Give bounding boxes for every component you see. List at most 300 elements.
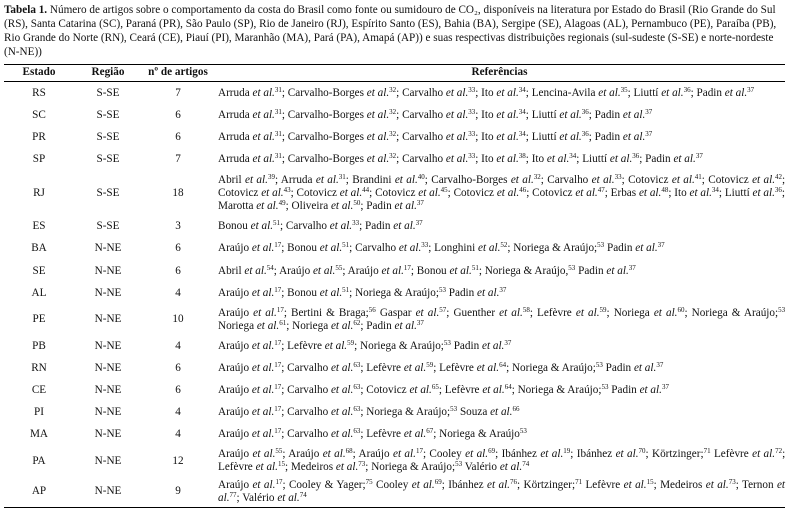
reference-author: Arruda xyxy=(218,86,250,99)
cell-referencias xyxy=(214,379,785,401)
reference-number: 54 xyxy=(266,263,274,272)
et-al: et al. xyxy=(411,478,435,491)
reference-number: 53 xyxy=(597,241,605,250)
et-al: et al. xyxy=(705,478,729,491)
reference-number: 53 xyxy=(595,360,603,369)
reference-author: Carvalho xyxy=(287,383,329,396)
reference-author: Cooley & Yager; xyxy=(288,478,366,491)
reference-number: 64 xyxy=(504,382,512,391)
reference-item xyxy=(537,307,610,319)
reference-author: Padin xyxy=(453,339,480,352)
reference-author: Cotovicz xyxy=(453,186,494,199)
reference-separator: ; xyxy=(588,130,592,143)
reference-separator: ; xyxy=(782,173,786,186)
et-al: et al. xyxy=(622,108,646,121)
reference-separator: ; xyxy=(281,406,285,419)
reference-item xyxy=(402,153,478,165)
reference-number: 31 xyxy=(274,152,282,161)
cell-n-artigos: 7 xyxy=(175,153,181,166)
reference-author: Carvalho-Borges xyxy=(287,86,364,99)
reference-number: 34 xyxy=(518,107,526,116)
et-al: et al. xyxy=(496,186,520,199)
reference-author: Noriega & Araújo; xyxy=(360,339,444,352)
reference-number: 43 xyxy=(283,185,291,194)
reference-author: Padin xyxy=(578,264,604,277)
table-header-row xyxy=(4,65,785,82)
reference-item xyxy=(582,153,642,165)
table-body xyxy=(4,82,785,508)
reference-item xyxy=(431,174,544,186)
cell-referencias xyxy=(214,476,785,507)
reference-item xyxy=(371,461,462,473)
reference-number: 33 xyxy=(468,152,476,161)
et-al: et al. xyxy=(477,286,500,299)
reference-separator: ; xyxy=(283,306,287,319)
cell-regiao: S-SE xyxy=(96,130,120,143)
et-al: et al. xyxy=(575,306,600,319)
reference-number: 33 xyxy=(352,219,360,228)
table-row xyxy=(4,260,785,282)
reference-separator: ; xyxy=(516,478,521,491)
et-al: et al. xyxy=(415,306,440,319)
reference-item xyxy=(439,362,509,374)
reference-separator: ; xyxy=(604,186,608,199)
table-row xyxy=(4,171,785,216)
reference-separator: ; xyxy=(281,286,285,299)
et-al: et al. xyxy=(366,86,390,99)
reference-item xyxy=(366,428,436,440)
reference-item xyxy=(454,340,512,352)
et-al: et al. xyxy=(609,153,633,166)
reference-item xyxy=(614,307,688,319)
reference-item xyxy=(714,448,785,460)
reference-number: 31 xyxy=(338,172,346,181)
reference-number: 53 xyxy=(450,405,458,414)
cell-regiao: S-SE xyxy=(96,86,120,99)
reference-author: Bonou xyxy=(287,242,317,255)
reference-separator: ; xyxy=(526,186,530,199)
et-al: et al. xyxy=(252,448,276,461)
table-row xyxy=(4,216,785,238)
reference-number: 39 xyxy=(267,172,275,181)
reference-item xyxy=(288,448,356,460)
reference-separator: ; xyxy=(410,264,414,277)
reference-item xyxy=(359,448,427,460)
reference-author: Cotovicz xyxy=(296,186,337,199)
reference-item xyxy=(434,242,510,254)
reference-number: 37 xyxy=(661,382,669,391)
et-al: et al. xyxy=(251,339,275,352)
et-al: et al. xyxy=(319,242,343,255)
et-al: et al. xyxy=(330,406,354,419)
reference-separator: ; xyxy=(525,130,529,143)
et-al: et al. xyxy=(330,361,354,374)
reference-number: 73 xyxy=(358,460,366,469)
reference-author: Marotta xyxy=(218,199,254,212)
reference-item xyxy=(366,384,442,396)
reference-separator: ; xyxy=(525,86,529,99)
et-al: et al. xyxy=(366,108,390,121)
reference-item xyxy=(287,362,363,374)
reference-item xyxy=(628,174,705,186)
reference-item xyxy=(218,428,284,440)
reference-item xyxy=(532,187,608,199)
reference-number: 53 xyxy=(443,338,451,347)
reference-author: Padin xyxy=(365,220,391,233)
reference-number: 37 xyxy=(657,241,665,250)
reference-item xyxy=(454,187,530,199)
reference-number: 53 xyxy=(601,382,609,391)
reference-author: Bonou xyxy=(287,286,317,299)
reference-separator: ; xyxy=(365,461,369,474)
reference-separator: ; xyxy=(422,448,427,461)
et-al: et al. xyxy=(319,286,343,299)
reference-separator: ; xyxy=(639,153,643,166)
reference-number: 51 xyxy=(342,241,350,250)
reference-number: 63 xyxy=(353,382,361,391)
et-al: et al. xyxy=(445,86,469,99)
reference-item xyxy=(279,265,345,277)
et-al: et al. xyxy=(322,448,346,461)
header-estado: Estado xyxy=(4,65,74,82)
reference-number: 57 xyxy=(439,305,447,314)
cell-estado: BA xyxy=(31,242,47,255)
reference-number: 73 xyxy=(728,477,736,486)
reference-number: 46 xyxy=(519,185,527,194)
cell-n-artigos: 4 xyxy=(175,406,181,419)
reference-author: Oliveira xyxy=(291,199,329,212)
cell-estado: PI xyxy=(34,406,44,419)
cell-estado: PR xyxy=(32,130,46,143)
cell-estado: RN xyxy=(31,361,47,374)
reference-item xyxy=(465,461,529,473)
reference-number: 17 xyxy=(274,382,282,391)
reference-author: Arruda xyxy=(280,173,313,186)
reference-separator: ; xyxy=(570,448,574,461)
reference-number: 17 xyxy=(415,447,423,456)
reference-item xyxy=(291,461,369,473)
reference-author: Padin xyxy=(696,86,722,99)
et-al: et al. xyxy=(653,306,678,319)
reference-item xyxy=(417,265,482,277)
reference-number: 19 xyxy=(563,447,571,456)
reference-number: 17 xyxy=(276,305,284,314)
reference-author: Lefèvre xyxy=(439,361,474,374)
reference-number: 61 xyxy=(279,318,287,327)
reference-separator: ; xyxy=(475,153,479,166)
reference-number: 56 xyxy=(368,305,376,314)
et-al: et al. xyxy=(252,86,275,99)
reference-item xyxy=(439,428,527,440)
cell-regiao: N-NE xyxy=(74,476,142,507)
reference-number: 33 xyxy=(468,107,476,116)
reference-number: 37 xyxy=(645,129,653,138)
et-al: et al. xyxy=(445,153,469,166)
et-al: et al. xyxy=(330,383,354,396)
reference-separator: ; xyxy=(352,448,356,461)
reference-separator: ; xyxy=(360,406,364,419)
reference-separator: ; xyxy=(621,173,625,186)
et-al: et al. xyxy=(394,199,417,212)
reference-separator: ; xyxy=(281,108,285,121)
cell-estado: PA xyxy=(32,454,46,467)
reference-item xyxy=(606,362,664,374)
reference-author: Lefèvre xyxy=(537,306,572,319)
table-row xyxy=(4,424,785,446)
reference-author: Carvalho xyxy=(287,406,329,419)
reference-number: 36 xyxy=(683,85,691,94)
reference-item xyxy=(532,153,580,165)
cell-estado: AP xyxy=(4,476,74,507)
cell-estado: PB xyxy=(32,339,46,352)
reference-separator: ; xyxy=(360,319,364,332)
cell-referencias xyxy=(214,149,785,171)
cell-n-artigos: 18 xyxy=(172,186,184,199)
et-al: et al. xyxy=(393,220,416,233)
et-al: et al. xyxy=(490,406,513,419)
cell-referencias xyxy=(214,126,785,148)
reference-author: Körtzinger; xyxy=(652,448,704,461)
cell-n-artigos: 6 xyxy=(175,242,181,255)
reference-item xyxy=(218,187,294,199)
cell-referencias xyxy=(214,282,785,304)
reference-item xyxy=(218,448,286,460)
cell-referencias xyxy=(214,238,785,260)
reference-author: Araújo xyxy=(218,428,250,441)
reference-separator: ; xyxy=(349,242,353,255)
reference-author: Cotovicz xyxy=(375,186,416,199)
reference-author: Ito xyxy=(481,153,494,166)
reference-number: 36 xyxy=(581,107,589,116)
reference-separator: ; xyxy=(645,448,649,461)
cell-referencias xyxy=(214,424,785,446)
cell-estado: CE xyxy=(31,383,47,396)
reference-author: Araújo xyxy=(218,361,250,374)
reference-item xyxy=(595,131,653,143)
reference-separator: ; xyxy=(281,361,285,374)
reference-item xyxy=(218,461,288,473)
reference-item xyxy=(481,87,529,99)
cell-n-artigos: 6 xyxy=(175,264,181,277)
reference-number: 17 xyxy=(274,405,282,414)
reference-item xyxy=(532,87,631,99)
cell-estado: PE xyxy=(32,313,46,326)
et-al: et al. xyxy=(478,242,501,255)
reference-item xyxy=(288,131,400,143)
reference-number: 33 xyxy=(421,241,429,250)
reference-author: Cotovicz xyxy=(628,173,669,186)
reference-number: 62 xyxy=(353,318,361,327)
et-al: et al. xyxy=(398,242,422,255)
reference-author: Araújo xyxy=(218,478,250,491)
reference-number: 51 xyxy=(342,285,350,294)
cell-regiao: N-NE xyxy=(94,339,122,352)
reference-separator: ; xyxy=(475,108,479,121)
cell-referencias xyxy=(214,82,785,105)
reference-item xyxy=(402,131,478,143)
cell-estado: SP xyxy=(32,153,46,166)
et-al: et al. xyxy=(403,428,427,441)
et-al: et al. xyxy=(256,199,279,212)
reference-item xyxy=(218,384,284,396)
reference-number: 34 xyxy=(569,152,577,161)
cell-n-artigos: 3 xyxy=(175,220,181,233)
cell-regiao: S-SE xyxy=(96,186,120,199)
et-al: et al. xyxy=(324,339,348,352)
reference-author: Araújo xyxy=(218,242,250,255)
reference-author: Padin xyxy=(611,383,637,396)
reference-item xyxy=(218,109,285,121)
cell-referencias xyxy=(214,446,785,477)
table-caption xyxy=(4,3,783,59)
reference-author: Carvalho xyxy=(402,153,444,166)
reference-separator: ; xyxy=(281,428,285,441)
et-al: et al. xyxy=(335,461,359,474)
et-al: et al. xyxy=(366,130,390,143)
reference-item xyxy=(288,109,400,121)
reference-author: Carvalho-Borges xyxy=(287,130,364,143)
reference-item xyxy=(523,479,582,491)
et-al: et al. xyxy=(635,242,658,255)
reference-author: Bertini & Braga; xyxy=(291,306,369,319)
reference-number: 59 xyxy=(599,305,607,314)
reference-item xyxy=(287,406,363,418)
et-al: et al. xyxy=(252,108,275,121)
et-al: et al. xyxy=(559,108,582,121)
reference-number: 52 xyxy=(500,241,508,250)
reference-separator: ; xyxy=(507,242,511,255)
reference-separator: ; xyxy=(690,86,694,99)
et-al: et al. xyxy=(559,130,582,143)
reference-number: 65 xyxy=(431,382,439,391)
et-al: et al. xyxy=(252,153,275,166)
et-al: et al. xyxy=(252,478,276,491)
table-label: Tabela 1. xyxy=(4,4,48,16)
reference-number: 71 xyxy=(703,447,711,456)
reference-separator: ; xyxy=(396,86,400,99)
cell-referencias xyxy=(214,335,785,357)
reference-number: 37 xyxy=(499,285,507,294)
reference-separator: ; xyxy=(285,199,289,212)
reference-separator: ; xyxy=(576,153,580,166)
reference-separator: ; xyxy=(281,339,285,352)
reference-number: 15 xyxy=(646,477,654,486)
reference-item xyxy=(485,265,576,277)
reference-number: 63 xyxy=(353,427,361,436)
cell-regiao: N-NE xyxy=(94,406,122,419)
cell-estado: ES xyxy=(32,220,46,233)
reference-number: 70 xyxy=(638,447,646,456)
reference-number: 31 xyxy=(274,85,282,94)
et-al: et al. xyxy=(218,478,786,504)
reference-separator: ; xyxy=(359,220,363,233)
cell-estado: AL xyxy=(31,286,47,299)
table-row xyxy=(4,402,785,424)
reference-item xyxy=(481,153,529,165)
table-row xyxy=(4,357,785,379)
table-row xyxy=(4,335,785,357)
reference-author: Carvalho xyxy=(547,173,589,186)
reference-number: 15 xyxy=(277,460,285,469)
reference-item xyxy=(502,448,574,460)
reference-item xyxy=(218,87,285,99)
reference-number: 34 xyxy=(711,185,719,194)
reference-item xyxy=(218,153,285,165)
reference-separator: ; xyxy=(342,264,346,277)
reference-author: Guenther xyxy=(453,306,496,319)
reference-item xyxy=(365,220,423,232)
reference-number: 40 xyxy=(417,172,425,181)
reference-item xyxy=(697,87,755,99)
reference-separator: ; xyxy=(701,173,705,186)
cell-referencias xyxy=(214,104,785,126)
reference-author: Noriega & Araújo; xyxy=(511,361,596,374)
reference-number: 37 xyxy=(416,318,424,327)
table-row xyxy=(4,305,785,336)
reference-separator: ; xyxy=(360,361,364,374)
reference-author: Padin xyxy=(448,286,475,299)
reference-separator: ; xyxy=(525,153,529,166)
reference-number: 37 xyxy=(504,338,512,347)
reference-author: Medeiros xyxy=(290,461,334,474)
et-al: et al. xyxy=(445,130,469,143)
reference-number: 35 xyxy=(620,85,628,94)
reference-author: Ito xyxy=(481,86,494,99)
reference-author: Brandini xyxy=(352,173,392,186)
reference-author: Longhini xyxy=(434,242,476,255)
reference-item xyxy=(578,265,636,277)
reference-separator: ; xyxy=(360,199,364,212)
reference-item xyxy=(402,87,478,99)
cell-regiao: S-SE xyxy=(96,108,120,121)
reference-number: 32 xyxy=(389,152,397,161)
reference-separator: ; xyxy=(345,173,349,186)
reference-item xyxy=(652,448,711,460)
reference-item xyxy=(218,200,289,212)
reference-number: 59 xyxy=(426,360,434,369)
reference-item xyxy=(218,287,284,299)
reference-item xyxy=(512,362,603,374)
header-referencias: Referências xyxy=(214,65,785,82)
reference-separator: ; xyxy=(525,108,529,121)
et-al: et al. xyxy=(496,86,519,99)
reference-author: Liuttí xyxy=(531,108,557,121)
reference-author: Liuttí xyxy=(724,186,750,199)
reference-separator: ; xyxy=(627,86,631,99)
reference-number: 17 xyxy=(274,360,282,369)
reference-author: Padin xyxy=(594,108,621,121)
et-al: et al. xyxy=(245,173,268,186)
reference-item xyxy=(218,362,284,374)
reference-author: Carvalho xyxy=(287,361,329,374)
reference-separator: ; xyxy=(441,478,445,491)
et-al: et al. xyxy=(633,361,657,374)
et-al: et al. xyxy=(394,173,418,186)
cell-n-artigos: 6 xyxy=(175,130,181,143)
reference-item xyxy=(366,320,424,332)
et-al: et al. xyxy=(487,478,510,491)
cell-referencias xyxy=(214,357,785,379)
reference-item xyxy=(449,287,507,299)
reference-number: 37 xyxy=(645,107,653,116)
reference-number: 53 xyxy=(519,427,527,436)
reference-number: 77 xyxy=(229,490,237,499)
reference-author: Ibánhez xyxy=(576,448,613,461)
reference-author: Valério xyxy=(464,461,498,474)
et-al: et al. xyxy=(496,153,519,166)
et-al: et al. xyxy=(312,264,336,277)
reference-number: 49 xyxy=(278,198,286,207)
